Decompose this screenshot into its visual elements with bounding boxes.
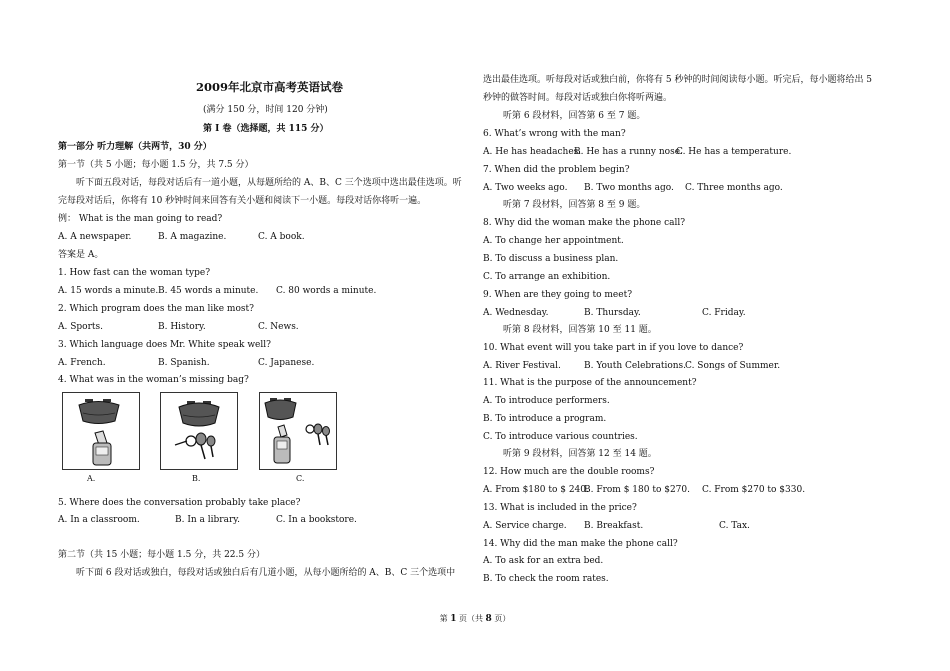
q11-option-b: B. To introduce a program. (483, 414, 607, 424)
q1-option-a: A. 15 words a minute. (58, 286, 159, 296)
q5-option-c: C. In a bookstore. (276, 515, 357, 525)
question-10: 10. What event will you take part in if you love to dance? (483, 343, 744, 353)
q7-option-c: C. Three months ago. (685, 183, 783, 193)
q3-option-a: A. French. (58, 358, 106, 368)
q4-option-a: A. (87, 474, 96, 483)
q12-option-a: A. From $180 to $ 240. (483, 485, 589, 495)
question-8: 8. Why did the woman make the phone call? (483, 218, 686, 228)
q13-option-a: A. Service charge. (483, 521, 567, 531)
q4-option-b: B. (192, 474, 201, 483)
purse-and-phone-icon (63, 393, 139, 469)
question-2: 2. Which program does the man like most? (58, 304, 254, 314)
q4-picture-a (62, 392, 140, 470)
q12-option-c: C. From $270 to $330. (702, 485, 806, 495)
q10-option-a: A. River Festival. (483, 361, 561, 371)
q9-option-b: B. Thursday. (584, 308, 641, 318)
example-answer: 答案是 A。 (58, 250, 104, 260)
q3-option-c: C. Japanese. (258, 358, 315, 368)
q8-option-a: A. To change her appointment. (483, 236, 624, 246)
q8-option-c: C. To arrange an exhibition. (483, 272, 611, 282)
q4-picture-c (259, 392, 337, 470)
footer-suffix: 页） (494, 614, 511, 623)
question-3: 3. Which language does Mr. White speak well? (58, 340, 271, 350)
q7-option-a: A. Two weeks ago. (483, 183, 568, 193)
q14-option-a: A. To ask for an extra bed. (483, 556, 604, 566)
current-page-number: 1 (450, 614, 457, 624)
q10-option-b: B. Youth Celebrations. (584, 361, 687, 371)
footer-prefix: 第 (439, 614, 448, 623)
q9-option-a: A. Wednesday. (483, 308, 549, 318)
q2-option-a: A. Sports. (58, 322, 103, 332)
q1-option-b: B. 45 words a minute. (158, 286, 259, 296)
q2-option-c: C. News. (258, 322, 299, 332)
q12-option-b: B. From $ 180 to $270. (584, 485, 690, 495)
example-option-b: B. A magazine. (158, 232, 227, 242)
example-option-a: A. A newspaper. (58, 232, 132, 242)
example-option-c: C. A book. (258, 232, 305, 242)
q2-option-b: B. History. (158, 322, 206, 332)
material-9-instruction: 听第 9 段材料，回答第 12 至 14 题。 (503, 449, 657, 459)
volume-heading: 第 I 卷（选择题，共 115 分） (203, 124, 329, 134)
section2-heading: 第二节（共 15 小题；每小题 1.5 分，共 22.5 分） (58, 550, 265, 560)
section1-instructions-line1: 听下面五段对话，每段对话后有一道小题，从每题所给的 A、B、C 三个选项中选出最佳选项。听 (76, 178, 462, 188)
paper-title: 2009年北京市高考英语试卷 (196, 80, 344, 94)
question-13: 13. What is included in the price? (483, 503, 637, 513)
q3-option-b: B. Spanish. (158, 358, 210, 368)
q10-option-c: C. Songs of Summer. (685, 361, 781, 371)
q9-option-c: C. Friday. (702, 308, 746, 318)
q6-option-a: A. He has headaches. (483, 147, 582, 157)
q5-option-a: A. In a classroom. (58, 515, 140, 525)
q11-option-a: A. To introduce performers. (483, 396, 610, 406)
question-1: 1. How fast can the woman type? (58, 268, 211, 278)
q7-option-b: B. Two months ago. (584, 183, 674, 193)
q1-option-c: C. 80 words a minute. (276, 286, 377, 296)
material-7-instruction: 听第 7 段材料，回答第 8 至 9 题。 (503, 200, 646, 210)
purse-keys-and-phone-icon (260, 393, 336, 469)
page-footer (0, 613, 950, 624)
section2-instructions-line1: 听下面 6 段对话或独白，每段对话或独白后有几道小题，从每小题所给的 A、B、C 三个选项中 (76, 568, 456, 578)
q4-option-c: C. (296, 474, 305, 483)
section1-heading: 第一节（共 5 小题；每小题 1.5 分，共 7.5 分） (58, 160, 254, 170)
q4-picture-b (160, 392, 238, 470)
q6-option-c: C. He has a temperature. (676, 147, 792, 157)
q8-option-b: B. To discuss a business plan. (483, 254, 619, 264)
q14-option-b: B. To check the room rates. (483, 574, 609, 584)
question-12: 12. How much are the double rooms? (483, 467, 655, 477)
material-8-instruction: 听第 8 段材料，回答第 10 至 11 题。 (503, 325, 657, 335)
purse-and-keys-icon (161, 393, 237, 469)
q5-option-b: B. In a library. (175, 515, 241, 525)
q11-option-c: C. To introduce various countries. (483, 432, 638, 442)
section1-instructions-line2: 完每段对话后，你将有 10 秒钟时间来回答有关小题和阅读下一小题。每段对话你将听一遍。 (58, 196, 427, 206)
part1-heading: 第一部分 听力理解（共两节，30 分） (58, 142, 212, 152)
paper-subtitle: (满分 150 分，时间 120 分钟) (203, 105, 328, 115)
footer-middle: 页（共 (459, 614, 483, 623)
question-9: 9. When are they going to meet? (483, 290, 633, 300)
section2-instructions-line2: 选出最佳选项。听每段对话或独白前，你将有 5 秒钟的时间阅读每小题。听完后，每小题将给出 5 (483, 75, 873, 85)
material-6-instruction: 听第 6 段材料，回答第 6 至 7 题。 (503, 111, 646, 121)
q13-option-c: C. Tax. (719, 521, 750, 531)
q13-option-b: B. Breakfast. (584, 521, 644, 531)
question-4: 4. What was in the woman’s missing bag? (58, 375, 249, 385)
q6-option-b: B. He has a runny nose. (574, 147, 683, 157)
total-page-number: 8 (485, 614, 492, 624)
question-7: 7. When did the problem begin? (483, 165, 630, 175)
question-6: 6. What’s wrong with the man? (483, 129, 626, 139)
example-question: 例： What is the man going to read? (58, 214, 223, 224)
question-14: 14. Why did the man make the phone call? (483, 539, 678, 549)
question-5: 5. Where does the conversation probably take place? (58, 498, 301, 508)
section2-instructions-line3: 秒钟的做答时间。每段对话或独白你将听两遍。 (483, 93, 673, 103)
question-11: 11. What is the purpose of the announcement? (483, 378, 697, 388)
